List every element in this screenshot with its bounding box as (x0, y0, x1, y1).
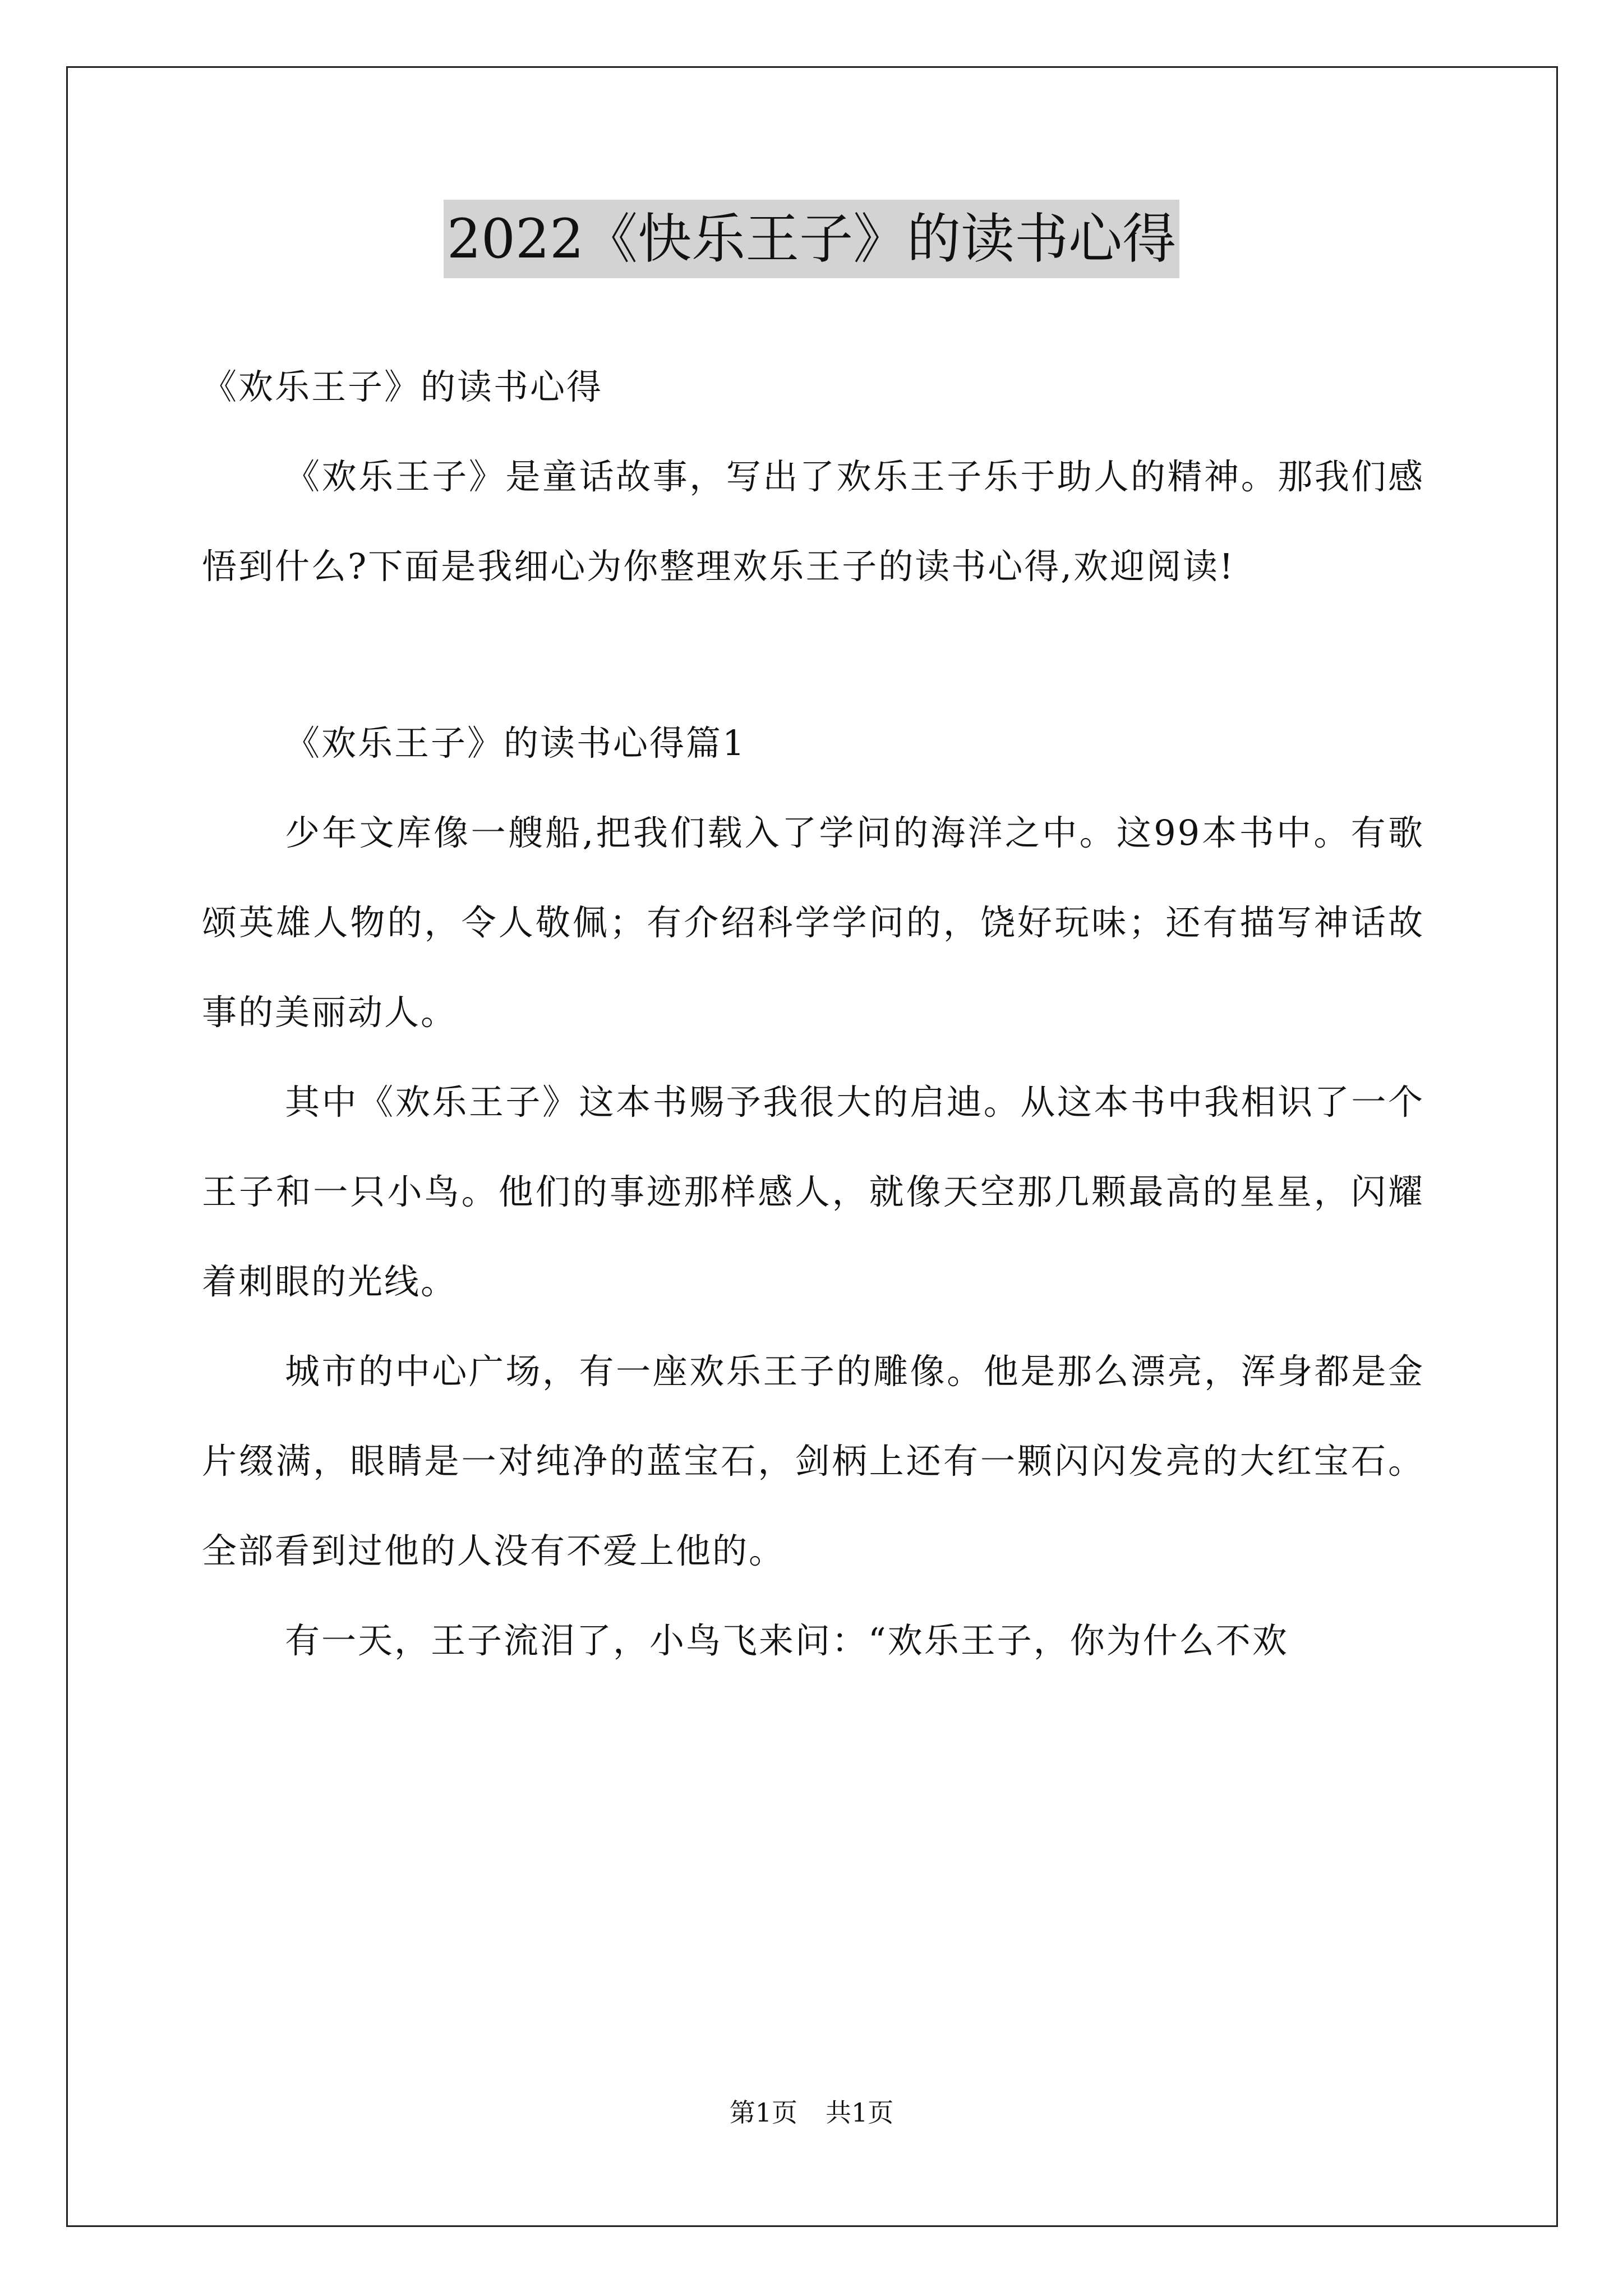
body-paragraph: 有一天，王子流泪了，小鸟飞来问：“欢乐王子，你为什么不欢 (285, 1620, 1289, 1661)
title-container (0, 200, 1623, 278)
body-paragraph: 城市的中心广场，有一座欢乐王子的雕像。他是那么漂亮，浑身都是金片缀满，眼睛是一对纯净的蓝宝石，剑柄上还有一颗闪闪发亮的大红宝石。全部看到过他的人没有不爱上他的。 (202, 1351, 1424, 1571)
document-title: 2022《快乐王子》的读书心得 (444, 200, 1179, 278)
section-gap (202, 611, 1424, 698)
page-footer (0, 2096, 1623, 2129)
section-heading: 《欢乐王子》的读书心得篇1 (285, 723, 746, 763)
page-number-total: 共1页 (826, 2097, 894, 2128)
intro-paragraph: 《欢乐王子》是童话故事，写出了欢乐王子乐于助人的精神。那我们感悟到什么?下面是我细心为你整理欢乐王子的读书心得,欢迎阅读! (202, 456, 1424, 587)
body-paragraph: 其中《欢乐王子》这本书赐予我很大的启迪。从这本书中我相识了一个王子和一只小鸟。他们的事迹那样感人，就像天空那几颗最高的星星，闪耀着刺眼的光线。 (202, 1082, 1424, 1302)
document-body (202, 342, 1424, 1686)
document-subtitle: 《欢乐王子》的读书心得 (202, 366, 603, 407)
page-number-current: 第1页 (729, 2097, 797, 2128)
body-paragraph: 少年文库像一艘船,把我们载入了学问的海洋之中。这99本书中。有歌颂英雄人物的，令人敬佩；有介绍科学学问的，饶好玩味；还有描写神话故事的美丽动人。 (202, 812, 1424, 1033)
